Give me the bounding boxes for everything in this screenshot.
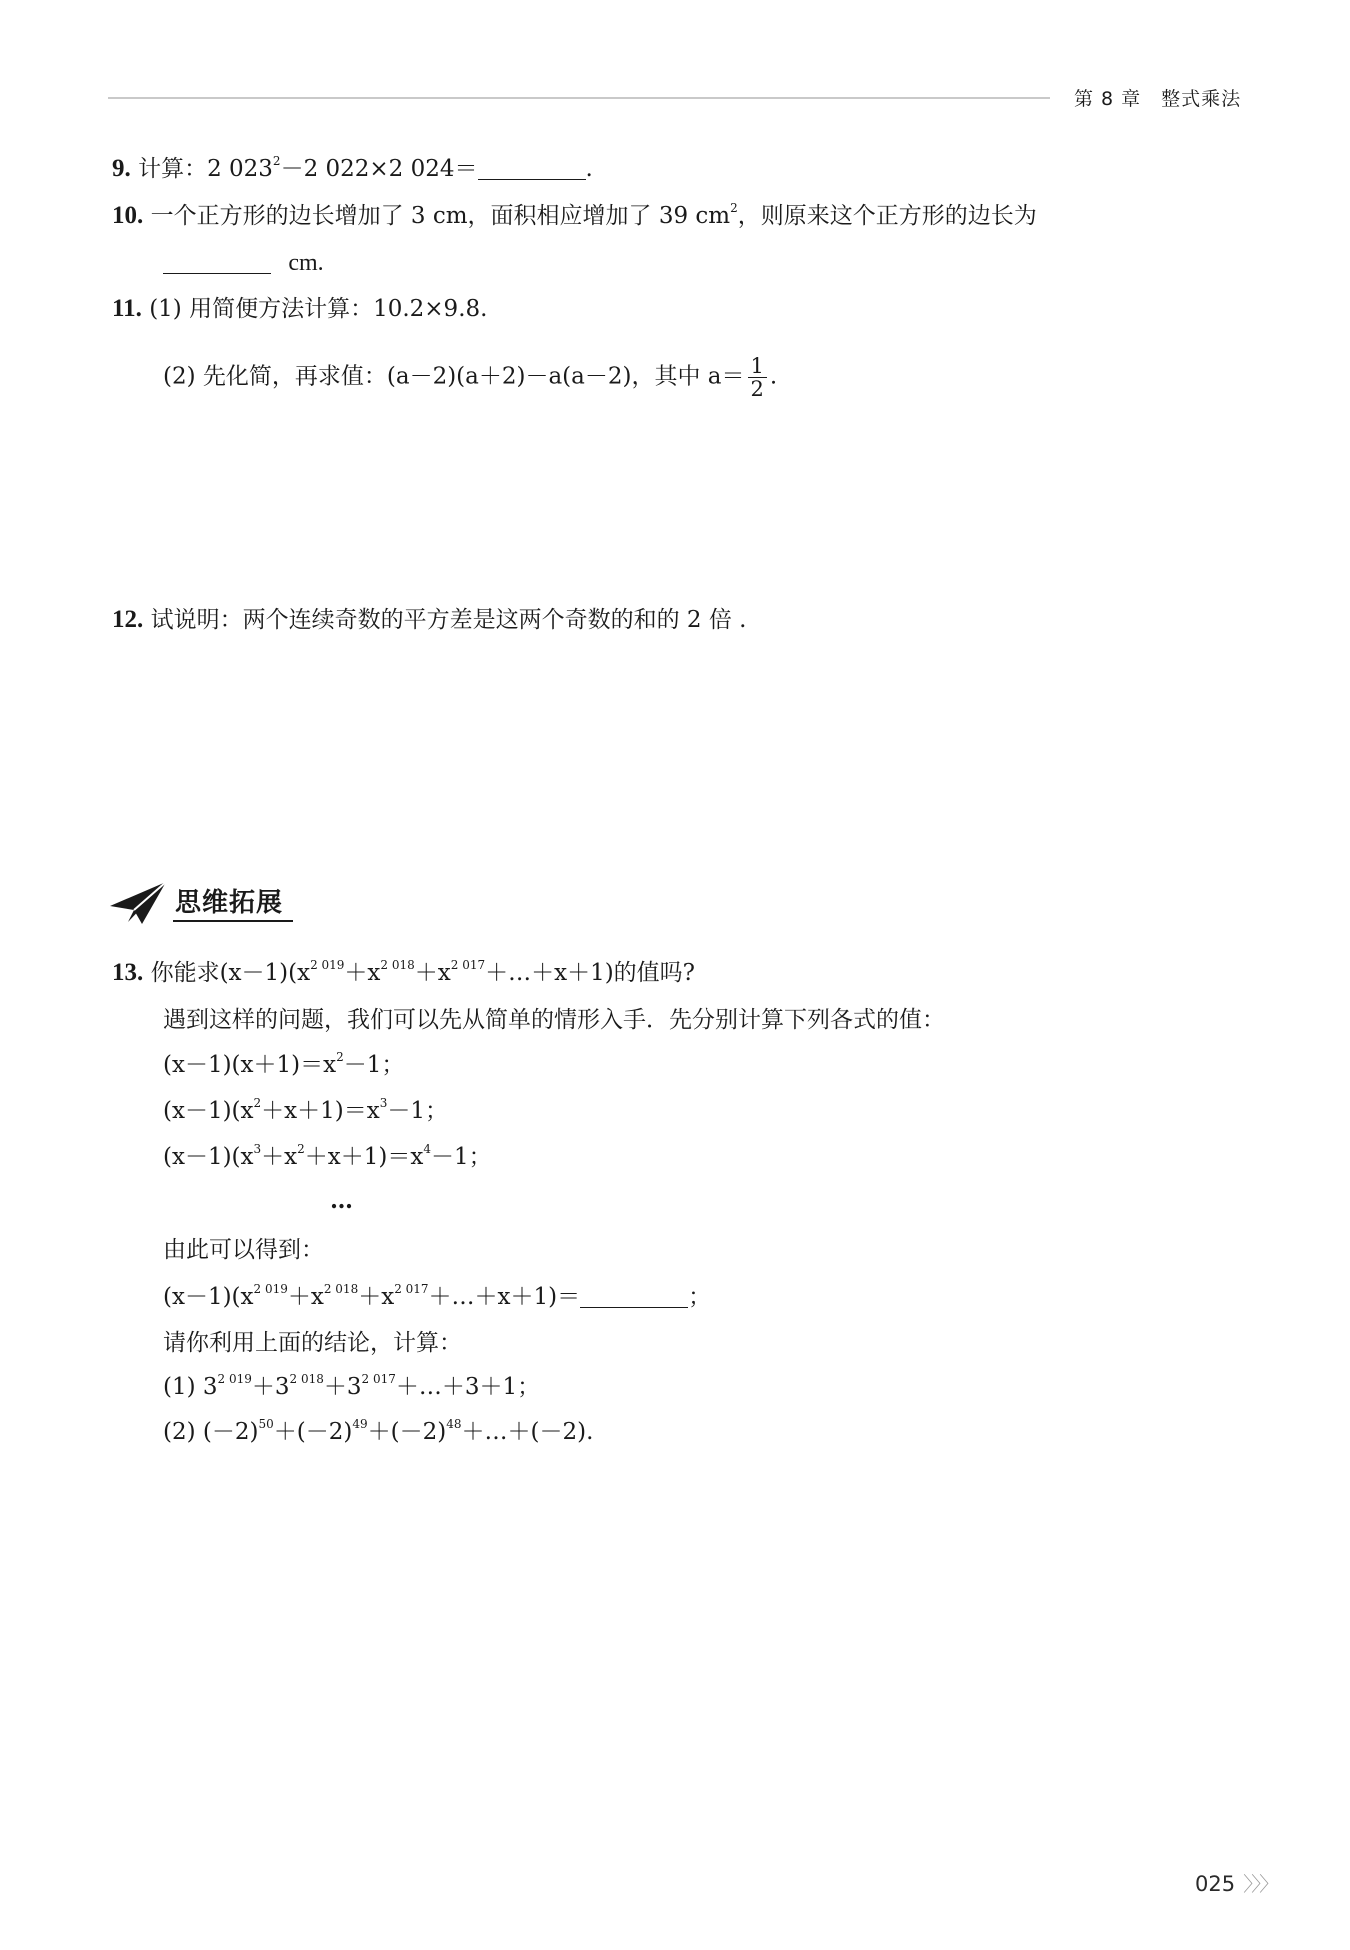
page-number: 025 — [1195, 1872, 1236, 1896]
q13-intro: 遇到这样的问题，我们可以先从简单的情形入手．先分别计算下列各式的值： — [163, 1007, 945, 1033]
equation-text: ＋(－2) — [273, 1419, 353, 1445]
question-9 — [112, 154, 593, 184]
equation-text: ＋(－2) — [367, 1419, 447, 1445]
equation-text: (1) 3 — [163, 1374, 218, 1400]
question-13 — [112, 958, 695, 988]
exponent: 3 — [379, 1096, 388, 1110]
exponent: 2 — [730, 201, 738, 215]
equation-text: ＋3 — [323, 1374, 362, 1400]
equation-text: ； — [688, 1284, 712, 1310]
equation-text: ＋x＋1)＝x — [261, 1098, 380, 1124]
page-footer — [1195, 1868, 1277, 1897]
equation-text: (x－1)(x — [163, 1284, 254, 1310]
q13-text: ＋x — [344, 960, 381, 986]
exponent: 2 018 — [323, 1282, 359, 1296]
question-number: 10. — [112, 202, 144, 229]
header-rule — [108, 97, 1050, 99]
derive-label: 由此可以得到： — [163, 1237, 324, 1263]
equation-text: ＋x — [287, 1284, 324, 1310]
equation-text: ＋x＋1)＝x — [304, 1144, 424, 1170]
general-equation — [163, 1282, 711, 1312]
exponent: 2 019 — [253, 1282, 288, 1296]
equation-text: (x－1)(x — [163, 1098, 254, 1124]
q12-text: 试说明：两个连续奇数的平方差是这两个奇数的和的 2 倍 . — [150, 607, 747, 633]
exponent: 2 018 — [289, 1372, 324, 1386]
exponent: 2 — [297, 1142, 305, 1156]
q11-part-1: (1) 用简便方法计算：10.2×9.8. — [149, 296, 488, 322]
example-equation-2 — [163, 1096, 448, 1126]
answer-blank[interactable] — [163, 253, 271, 274]
answer-blank[interactable] — [478, 159, 586, 180]
sub-question-2 — [163, 1417, 593, 1447]
exponent: 2 017 — [450, 958, 486, 972]
use-conclusion-label: 请你利用上面的结论，计算： — [163, 1330, 462, 1356]
q13-text: ＋…＋x＋1)的值吗? — [485, 960, 696, 986]
running-header — [1074, 84, 1241, 111]
chevron-right-icon: 〉〉〉 — [1243, 1872, 1278, 1896]
equation-text: －1； — [387, 1098, 448, 1124]
equation-text: ＋…＋3＋1； — [395, 1374, 541, 1400]
example-equation-3 — [163, 1142, 492, 1172]
q11-part-2-text: (2) 先化简，再求值：(a－2)(a＋2)－a(a－2)，其中 a＝ — [163, 363, 745, 390]
fraction — [748, 355, 767, 400]
exponent: 48 — [446, 1417, 462, 1431]
unit-label: cm. — [288, 250, 324, 276]
question-number: 9. — [112, 155, 131, 182]
exponent: 2 019 — [217, 1372, 252, 1386]
exponent: 3 — [253, 1142, 262, 1156]
q9-period: . — [585, 156, 593, 182]
equation-text: ＋x — [261, 1144, 298, 1170]
exponent: 2 017 — [361, 1372, 396, 1386]
exponent: 49 — [352, 1417, 368, 1431]
chapter-title: 整式乘法 — [1161, 88, 1242, 110]
section-title-underline — [173, 920, 293, 922]
exponent: 2 — [272, 154, 281, 168]
q11-period: . — [769, 363, 778, 390]
exponent: 2 018 — [380, 958, 415, 972]
equation-text: ＋…＋x＋1)＝ — [428, 1284, 581, 1310]
paper-plane-icon — [108, 878, 168, 928]
exponent: 2 — [336, 1050, 344, 1064]
exponent: 2 — [253, 1096, 262, 1110]
equation-text: ＋x — [358, 1284, 395, 1310]
q10-text: 一个正方形的边长增加了 3 cm，面积相应增加了 39 cm — [150, 203, 731, 229]
question-number: 13. — [112, 959, 144, 986]
q9-text-mid: －2 022×2 024＝ — [280, 156, 478, 182]
chapter-label: 第 8 章 — [1074, 88, 1142, 110]
question-number: 12. — [112, 606, 144, 633]
equation-text: ＋…＋(－2). — [461, 1419, 594, 1445]
q10-text-2: ，则原来这个正方形的边长为 — [737, 203, 1037, 229]
equation-text: (x－1)(x＋1)＝x — [163, 1052, 337, 1078]
question-number: 11. — [112, 295, 142, 322]
equation-text: －1； — [430, 1144, 492, 1170]
question-11-part-2 — [163, 355, 777, 400]
question-12 — [112, 605, 746, 635]
q13-text: 你能求(x－1)(x — [150, 960, 311, 986]
equation-text: (x－1)(x — [163, 1144, 254, 1170]
example-equation-1 — [163, 1050, 404, 1080]
answer-blank[interactable] — [580, 1287, 688, 1308]
question-10 — [112, 201, 1037, 231]
question-11 — [112, 294, 487, 324]
fraction-numerator: 1 — [748, 355, 767, 378]
exponent: 2 017 — [394, 1282, 429, 1296]
exponent: 2 019 — [310, 958, 345, 972]
equation-text: (2) (－2) — [163, 1419, 259, 1445]
sub-question-1 — [163, 1372, 540, 1402]
exponent: 50 — [258, 1417, 274, 1431]
fraction-denominator: 2 — [750, 377, 764, 401]
q9-text: 计算：2 023 — [138, 156, 273, 182]
question-10-line-2 — [163, 248, 324, 278]
section-title: 思维拓展 — [175, 888, 284, 918]
equation-text: ＋3 — [251, 1374, 290, 1400]
q13-text: ＋x — [414, 960, 451, 986]
exponent: 4 — [423, 1142, 431, 1156]
equation-text: －1； — [343, 1052, 405, 1078]
ellipsis: … — [330, 1187, 353, 1214]
